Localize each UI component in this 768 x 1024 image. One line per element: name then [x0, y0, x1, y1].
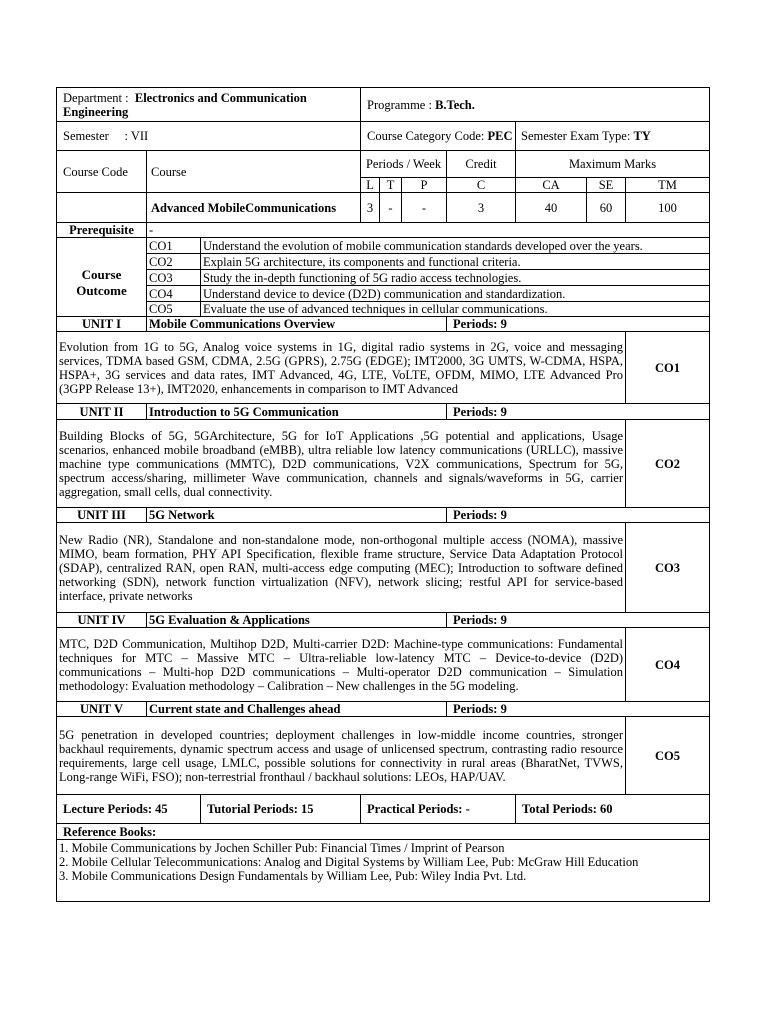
outcome-text: Explain 5G architecture, its components and functional criteria.	[201, 254, 710, 270]
c-value: 3	[447, 193, 516, 223]
practical-periods: Practical Periods: -	[361, 795, 516, 824]
course-values-row	[57, 193, 710, 223]
periods-week-label: Periods / Week	[361, 151, 447, 178]
semester-cell: Semester : VII	[57, 122, 361, 151]
p-value: -	[402, 193, 447, 223]
outcome-row	[57, 254, 710, 270]
prerequisite-value: -	[147, 223, 710, 238]
unit-description: New Radio (NR), Standalone and non-standalone mode, non-orthogonal multiple access (NOMA), massive MIMO, beam formation, PHY API Specification, flexible frame structure, Service Data Adaptation Protocol (SDAP), centralized RAN, open RAN, multi-access edge computing (MEC); Introduction to software defined networking (SDN), network function virtualization (NFV), network slicing; restful API for service-based interface, private networks	[57, 523, 626, 613]
unit-title: Introduction to 5G Communication	[147, 404, 447, 420]
unit-periods: Periods: 9	[447, 613, 710, 628]
outcome-code: CO1	[147, 238, 201, 254]
unit-co: CO2	[626, 420, 710, 508]
unit-content-row	[57, 628, 710, 702]
unit-label: UNIT II	[57, 404, 147, 420]
unit-co: CO4	[626, 628, 710, 702]
outcome-code: CO4	[147, 286, 201, 302]
outcome-code: CO5	[147, 302, 201, 317]
unit-content-row	[57, 523, 710, 613]
reference-item: 3. Mobile Communications Design Fundamentals by William Lee, Pub: Wiley India Pvt. Ltd.	[59, 869, 527, 883]
unit-periods: Periods: 9	[447, 508, 710, 523]
unit-content-row	[57, 332, 710, 404]
programme-cell: Programme : B.Tech.	[361, 88, 710, 122]
unit-description: Building Blocks of 5G, 5GArchitecture, 5G for IoT Applications ,5G potential and applications, Usage scenarios, enhanced mobile broadband (eMBB), ultra reliable low latency communications (URLLC), massive machine type communications (MMTC), D2D communications, V2X communications, Spectrum for 5G, spectrum access/sharing, millimeter Wave communication, channels and signals/waveforms in 5G, carrier aggregation, small cells, dual connectivity.	[57, 420, 626, 508]
unit-co: CO5	[626, 717, 710, 795]
course-name: Advanced MobileCommunications	[147, 193, 361, 223]
se-value: 60	[587, 193, 626, 223]
unit-co: CO1	[626, 332, 710, 404]
unit-title: Current state and Challenges ahead	[147, 702, 447, 717]
outcome-text: Understand the evolution of mobile communication standards developed over the years.	[201, 238, 710, 254]
prerequisite-label: Prerequisite	[57, 223, 147, 238]
c-label: C	[447, 178, 516, 193]
unit-label: UNIT I	[57, 317, 147, 332]
unit-description: Evolution from 1G to 5G, Analog voice systems in 1G, digital radio systems in 2G, voice and messaging services, TDMA based GSM, CDMA, 2.5G (GPRS), 2.75G (EDGE); IMT2000, 3G UMTS, W-CDMA, HSPA, HSPA+, 3G services and data rates, IMT Advanced, 4G, LTE, VoLTE, OFDM, MIMO, LTE Advanced Pro (3GPP Release 13+), IMT2020, enhancements in comparison to IMT Advanced	[57, 332, 626, 404]
unit-header-row	[57, 404, 710, 420]
exam-type-cell: Semester Exam Type: TY	[516, 122, 710, 151]
prerequisite-row	[57, 223, 710, 238]
header-row-2	[57, 122, 710, 151]
unit-header-row	[57, 508, 710, 523]
header-row-1	[57, 88, 710, 122]
unit-title: 5G Evaluation & Applications	[147, 613, 447, 628]
l-label: L	[361, 178, 380, 193]
lecture-periods: Lecture Periods: 45	[57, 795, 201, 824]
unit-content-row	[57, 717, 710, 795]
references-content-row	[57, 840, 710, 902]
se-label: SE	[587, 178, 626, 193]
unit-title: Mobile Communications Overview	[147, 317, 447, 332]
totals-row	[57, 795, 710, 824]
unit-content-row	[57, 420, 710, 508]
unit-label: UNIT V	[57, 702, 147, 717]
outcome-text: Evaluate the use of advanced techniques in cellular communications.	[201, 302, 710, 317]
l-value: 3	[361, 193, 380, 223]
department-value: Electronics and Communication Engineering	[63, 90, 307, 119]
unit-periods: Periods: 9	[447, 317, 710, 332]
course-code-label: Course Code	[57, 151, 147, 193]
unit-header-row	[57, 613, 710, 628]
reference-list	[57, 840, 710, 902]
t-value: -	[380, 193, 402, 223]
outcome-text: Understand device to device (D2D) communication and standardization.	[201, 286, 710, 302]
outcome-code: CO2	[147, 254, 201, 270]
maximum-marks-label: Maximum Marks	[516, 151, 710, 178]
outcome-code: CO3	[147, 270, 201, 286]
credit-label: Credit	[447, 151, 516, 178]
unit-periods: Periods: 9	[447, 702, 710, 717]
unit-co: CO3	[626, 523, 710, 613]
t-label: T	[380, 178, 402, 193]
course-label: Course	[147, 151, 361, 193]
reference-item: 2. Mobile Cellular Telecommunications: Analog and Digital Systems by William Lee, Pub: McGraw Hill Education	[59, 855, 639, 869]
unit-label: UNIT IV	[57, 613, 147, 628]
outcome-row	[57, 270, 710, 286]
total-periods: Total Periods: 60	[516, 795, 710, 824]
outcome-row	[57, 286, 710, 302]
category-cell: Course Category Code: PEC	[361, 122, 516, 151]
outcome-text: Study the in-depth functioning of 5G radio access technologies.	[201, 270, 710, 286]
programme-value: B.Tech.	[435, 97, 475, 112]
syllabus-table	[56, 87, 710, 902]
course-outcome-label: Course Outcome	[57, 238, 147, 317]
reference-item: 1. Mobile Communications by Jochen Schiller Pub: Financial Times / Imprint of Pearson	[59, 841, 505, 855]
ca-label: CA	[516, 178, 587, 193]
unit-periods: Periods: 9	[447, 404, 710, 420]
department-cell: Department : Electronics and Communication Engineering	[57, 88, 361, 122]
tm-value: 100	[626, 193, 710, 223]
unit-header-row	[57, 702, 710, 717]
unit-label: UNIT III	[57, 508, 147, 523]
course-header-row	[57, 151, 710, 178]
unit-header-row	[57, 317, 710, 332]
reference-books-label: Reference Books:	[57, 824, 710, 840]
ca-value: 40	[516, 193, 587, 223]
tutorial-periods: Tutorial Periods: 15	[201, 795, 361, 824]
tm-label: TM	[626, 178, 710, 193]
course-code-value	[57, 193, 147, 223]
outcome-row	[57, 302, 710, 317]
unit-title: 5G Network	[147, 508, 447, 523]
unit-description: 5G penetration in developed countries; deployment challenges in low-middle income countries, stronger backhaul requirements, dynamic spectrum access and usage of unlicensed spectrum, contrasting radio resource requirements, large cell usage, LMLC, possible solutions for connectivity in rural areas (BharatNet, TVWS, Long-range WiFi, FSO); non-terrestrial fronthaul / backhaul solutions: LEOs, HAP/UAV.	[57, 717, 626, 795]
unit-description: MTC, D2D Communication, Multihop D2D, Multi-carrier D2D: Machine-type communications: Fundamental techniques for MTC – Massive MTC – Ultra-reliable low-latency MTC – Device-to-device (D2D) communications – Multi-hop D2D communications – Multi-operator D2D communication – Simulation methodology: Evaluation methodology – Calibration – New challenges in the 5G modeling.	[57, 628, 626, 702]
outcome-row	[57, 238, 710, 254]
p-label: P	[402, 178, 447, 193]
references-header-row	[57, 824, 710, 840]
